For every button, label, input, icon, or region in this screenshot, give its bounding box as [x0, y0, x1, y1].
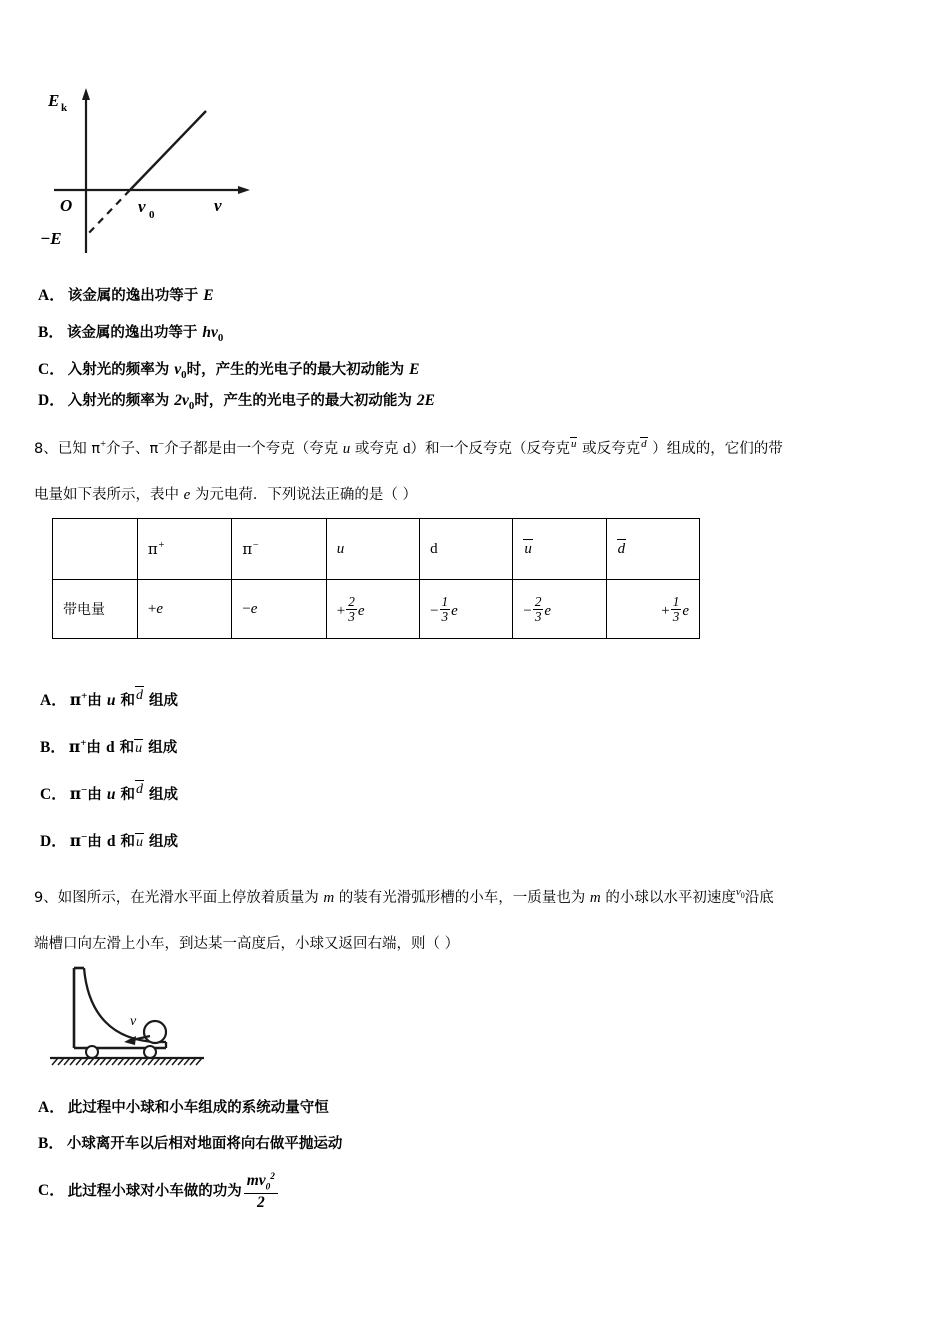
fraction-numerator: 2	[534, 593, 542, 609]
table-header-pi-plus	[137, 519, 231, 580]
table-row-label-charge: 带电量	[53, 580, 138, 639]
charge-fraction	[671, 595, 682, 624]
antid-symbol: d	[617, 540, 626, 557]
charge-u	[326, 580, 419, 639]
fraction-denominator: 3	[348, 608, 355, 624]
q7-option-a-label: A．	[38, 287, 65, 304]
q8-quark-d: d	[402, 441, 411, 457]
fraction-denominator: 3	[672, 608, 680, 624]
q9-option-a-text: 此过程中小球和小车组成的系统动量守恒	[67, 1100, 329, 1116]
formula-v-sub: 0	[265, 1182, 271, 1193]
q7-option-b-label: B．	[38, 324, 64, 341]
q8-stem-d2: ）和一个反夸克（反夸克	[410, 441, 570, 457]
q9-option-a-label: A．	[38, 1099, 65, 1116]
antiu-symbol: u	[524, 540, 532, 557]
q8-stem-d1: 或夸克	[350, 441, 403, 457]
q9-number: 9、	[34, 890, 58, 906]
fraction-numerator: 2	[348, 593, 355, 609]
q8-option-c-pi: π	[69, 784, 82, 803]
q9-option-c-formula	[244, 1172, 278, 1212]
q7-option-c-symbol: E	[409, 361, 420, 378]
table-header-antid	[606, 519, 699, 580]
charge-unit: e	[544, 602, 552, 619]
q8-option-d	[40, 829, 178, 851]
q8-stem-d4: ）组成的，它们的带	[647, 441, 783, 457]
q8-option-c-quark1: u	[106, 786, 116, 803]
q9-option-b-label: B．	[38, 1135, 64, 1152]
q8-option-c-tail: 组成	[144, 787, 179, 803]
charge-fraction	[533, 595, 544, 624]
y-axis-label: E	[48, 91, 60, 110]
q7-option-d-mid-symbol: 2v	[174, 392, 189, 409]
q8-antiquark-d: d	[641, 438, 647, 450]
charge-unit: e	[451, 602, 458, 619]
table-header-pi-minus	[232, 519, 326, 580]
q8-option-c-label: C．	[40, 786, 67, 803]
x-intercept-label: v	[138, 197, 146, 216]
q8-option-d-mid: 由	[87, 834, 107, 850]
q7-option-c-text-pre: 入射光的频率为	[67, 362, 175, 378]
charge-unit: e	[156, 600, 163, 617]
q9-option-c-text: 此过程小球对小车做的功为	[67, 1183, 242, 1200]
q7-option-a	[38, 283, 214, 305]
q7-option-c-text-mid: 时，产生的光电子的最大初动能为	[186, 362, 410, 378]
q8-option-a-pi-sup: +	[81, 689, 88, 702]
q9-option-c-label: C．	[38, 1182, 65, 1200]
fraction-denominator: 3	[441, 608, 449, 624]
q7-option-b	[38, 320, 223, 344]
q8-option-b-quark2: u	[135, 741, 143, 756]
q8-option-b-pi: π	[68, 737, 81, 756]
q8-option-d-pi: π	[69, 831, 82, 850]
pi-minus-symbol: π	[242, 539, 253, 558]
fraction-numerator: 1	[441, 593, 449, 609]
x-axis-label: v	[214, 196, 222, 215]
q7-option-a-symbol: E	[203, 287, 214, 304]
q8-option-a-and: 和	[115, 693, 135, 709]
q8-stem-line1	[34, 437, 783, 458]
q7-option-d-mid-sub: 0	[188, 400, 195, 413]
q8-stem-line2-a: 电量如下表所示，表中	[34, 487, 184, 503]
q7-option-d-label: D．	[38, 392, 65, 409]
x-intercept-label-sub: 0	[149, 209, 155, 221]
formula-mv: mv	[246, 1172, 266, 1190]
q8-option-c-mid: 由	[87, 787, 107, 803]
q9-mass-symbol-cart: m	[323, 890, 335, 906]
q8-antiquark-u: u	[570, 438, 577, 450]
q8-stem-b: 介子、π	[106, 441, 159, 457]
q8-option-a-pi: π	[69, 690, 82, 709]
q8-option-b-quark1: d	[105, 739, 115, 756]
q8-option-b-mid: 由	[86, 740, 106, 756]
y-intercept-label: −E	[40, 229, 62, 248]
q8-stem-line2	[34, 483, 417, 504]
charge-antid	[606, 580, 699, 639]
q8-number: 8、	[34, 441, 58, 457]
q7-option-c-mid-sub: 0	[181, 369, 187, 382]
q8-pi-minus-sup: −	[158, 439, 165, 450]
q8-stem-a: 已知 π	[57, 441, 101, 457]
q8-option-a-quark1: u	[106, 692, 116, 709]
q7-option-d-symbol: 2E	[416, 392, 435, 409]
q8-option-a	[40, 688, 178, 710]
q8-option-b-pi-sup: +	[80, 736, 87, 749]
charge-sign: +	[147, 600, 157, 617]
table-header-antiu	[513, 519, 606, 580]
q9-option-a	[38, 1095, 329, 1117]
quark-charge-table	[52, 518, 700, 639]
q9-stem-b: 的装有光滑弧形槽的小车，一质量也为	[334, 890, 590, 906]
q9-option-b	[38, 1131, 342, 1153]
ball-shape	[144, 1021, 166, 1043]
charge-unit: e	[357, 602, 365, 619]
charge-unit: e	[682, 602, 689, 619]
q8-stem-c: 介子都是由一个夸克（夸克	[164, 441, 343, 457]
q8-option-c-pi-sup: −	[81, 783, 88, 796]
charge-antiu	[513, 580, 606, 639]
q9-mass-symbol-ball: m	[589, 890, 601, 906]
q8-option-a-mid: 由	[87, 693, 107, 709]
fraction-denominator: 3	[534, 608, 542, 624]
cart-with-curved-groove-diagram	[42, 962, 247, 1072]
table-charge-row	[53, 580, 700, 639]
cart-wheel-left	[86, 1046, 98, 1058]
q8-quark-u: u	[342, 441, 351, 457]
charge-sign: −	[430, 602, 439, 619]
table-header-u: u	[326, 519, 419, 580]
photoelectric-graph-svg	[38, 78, 268, 263]
q8-elementary-charge-symbol: e	[183, 487, 191, 503]
photoelectric-effect-graph	[38, 78, 268, 263]
charge-sign: +	[336, 602, 346, 619]
q8-option-c-quark2: d	[136, 782, 143, 797]
q7-option-b-symbol: hv	[202, 324, 218, 341]
q8-option-c	[40, 782, 178, 804]
q8-option-d-quark1: d	[106, 833, 116, 850]
formula-v-sup: 2	[270, 1172, 275, 1182]
q8-option-d-quark2: u	[136, 835, 143, 850]
formula-numerator	[244, 1172, 278, 1194]
q7-option-c-mid-symbol: v	[174, 361, 182, 378]
formula-denominator: 2	[256, 1193, 265, 1211]
q9-stem-a: 如图所示，在光滑水平面上停放着质量为	[57, 890, 324, 906]
q8-option-b-tail: 组成	[143, 740, 178, 756]
q7-option-c-label: C．	[38, 361, 65, 378]
q7-option-d	[38, 388, 435, 412]
q8-stem-d3: 或反夸克	[577, 441, 641, 457]
q8-option-a-tail: 组成	[144, 693, 179, 709]
q9-initial-velocity-sub: 0	[740, 891, 745, 900]
table-header-empty	[53, 519, 138, 580]
table-header-d: d	[420, 519, 513, 580]
y-axis-label-sub: k	[61, 102, 68, 114]
pi-plus-sup: +	[157, 539, 165, 551]
q8-stem-line2-b: 为元电荷．下列说法正确的是（ ）	[190, 487, 417, 503]
table-header-row	[53, 519, 700, 580]
charge-d	[420, 580, 513, 639]
charge-pi-plus	[137, 580, 231, 639]
q7-option-a-text: 该金属的逸出功等于	[67, 288, 204, 304]
q9-stem-line1	[34, 886, 774, 907]
q7-option-b-symbol-sub: 0	[217, 332, 224, 345]
charge-fraction	[440, 595, 451, 624]
q9-stem-line2	[34, 932, 459, 953]
charge-fraction	[346, 595, 357, 624]
q9-stem-d: 沿底	[744, 890, 774, 906]
q9-stem-c: 的小球以水平初速度	[600, 890, 736, 906]
q8-option-b-label: B．	[40, 739, 66, 756]
q9-option-c	[38, 1172, 280, 1212]
charge-unit: e	[250, 600, 258, 617]
q8-option-d-tail: 组成	[144, 834, 179, 850]
q9-stem-line2-text: 端槽口向左滑上小车，到达某一高度后，小球又返回右端，则（ ）	[34, 936, 460, 952]
cart-wheel-right	[144, 1046, 156, 1058]
q9-initial-velocity-symbol: v	[735, 886, 741, 898]
charge-sign: −	[523, 602, 532, 619]
charge-sign: −	[242, 600, 251, 617]
q7-option-c	[38, 357, 419, 381]
q8-option-b	[40, 735, 177, 757]
velocity-label: v	[130, 1014, 137, 1029]
q7-option-b-text: 该金属的逸出功等于	[66, 325, 203, 341]
q9-option-b-text: 小球离开车以后相对地面将向右做平抛运动	[66, 1136, 343, 1152]
origin-label: O	[60, 196, 73, 215]
fraction-numerator: 1	[672, 593, 680, 609]
pi-minus-sup: −	[252, 539, 260, 551]
q8-option-d-pi-sup: −	[81, 830, 88, 843]
cart-diagram-svg	[42, 962, 247, 1072]
charge-sign: +	[661, 602, 670, 619]
q8-option-b-and: 和	[114, 740, 135, 756]
charge-pi-minus	[232, 580, 326, 639]
q8-option-d-and: 和	[115, 834, 135, 850]
pi-plus-symbol: π	[147, 539, 158, 558]
q8-option-a-quark2: d	[136, 688, 143, 703]
q7-option-d-text-pre: 入射光的频率为	[67, 393, 175, 409]
q8-option-a-label: A．	[40, 692, 67, 709]
q7-option-d-text-mid: 时，产生的光电子的最大初动能为	[194, 393, 417, 409]
q8-option-c-and: 和	[115, 787, 135, 803]
q8-pi-plus-sup: +	[100, 439, 106, 450]
q8-option-d-label: D．	[40, 833, 67, 850]
